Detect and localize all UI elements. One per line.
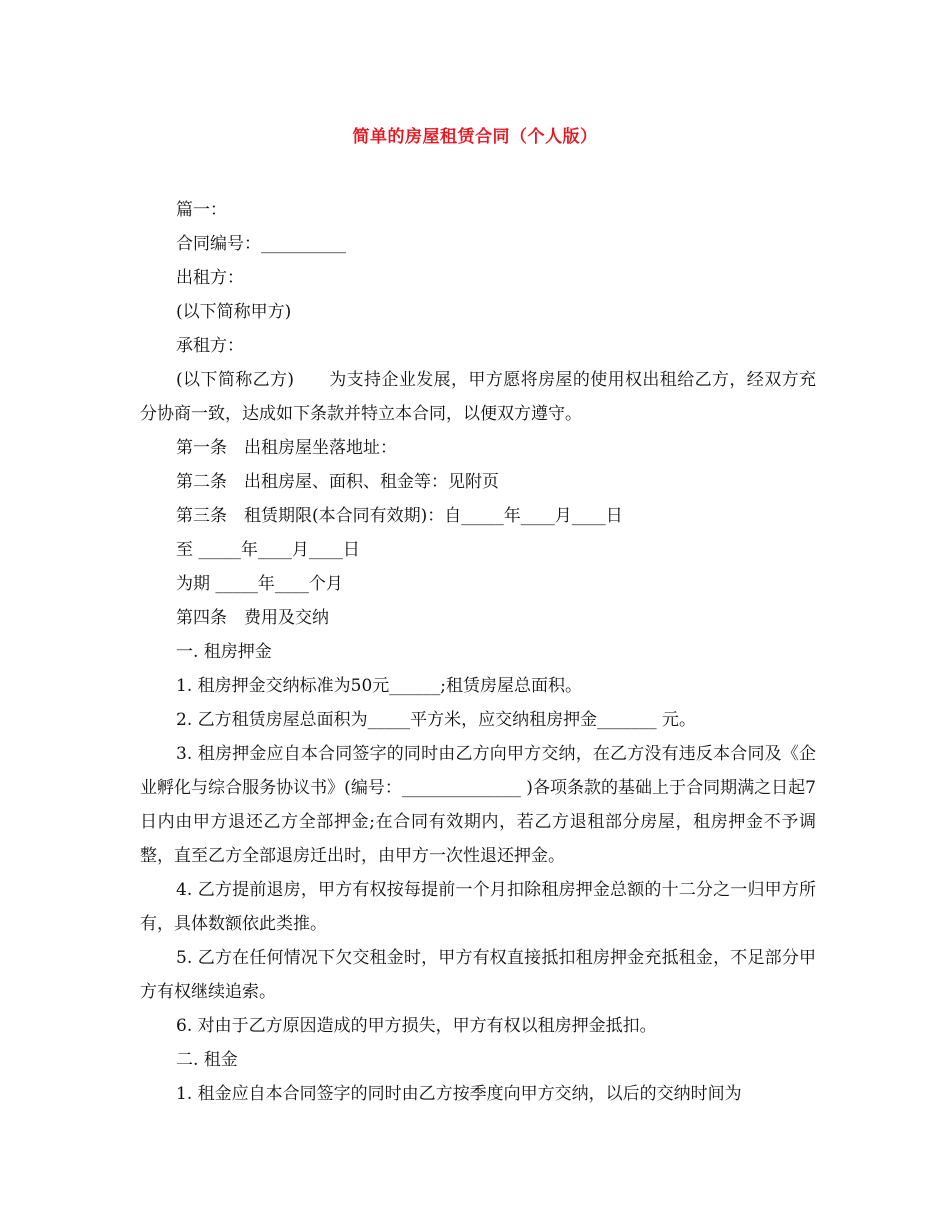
paragraph-rent-1: 1. 租金应自本合同签字的同时由乙方按季度向甲方交纳，以后的交纳时间为 [176, 1084, 742, 1104]
paragraph-contract-number: 合同编号：__________ [176, 234, 346, 254]
paragraph-deposit-3: 3. 租房押金应自本合同签字的同时由乙方向甲方交纳，在乙方没有违反本合同及《企业孵化与综合服务协议书》(编号：______________ )各项条款的基础上于合同期满之日起7日内由甲方退还乙方全部押金;在合同有效期内，若乙方退租部分房屋，租房押金不予调整，直至乙方全部退房迁出时，由甲方一次性退还押金。 [140, 744, 816, 866]
document-body [140, 193, 816, 1111]
paragraph-article-3: 第三条 租赁期限(本合同有效期)：自_____年____月____日 [176, 506, 623, 526]
paragraph-deposit-heading: 一. 租房押金 [176, 642, 272, 662]
document-title: 简单的房屋租赁合同（个人版） [352, 127, 598, 147]
paragraph-deposit-4: 4. 乙方提前退房，甲方有权按每提前一个月扣除租房押金总额的十二分之一归甲方所有，具体数额依此类推。 [140, 880, 816, 934]
paragraph-article-1: 第一条 出租房屋坐落地址： [176, 438, 397, 458]
paragraph-rent-heading: 二. 租金 [176, 1050, 238, 1070]
paragraph-deposit-1: 1. 租房押金交纳标准为50元______;租赁房屋总面积。 [176, 676, 582, 696]
paragraph-deposit-5: 5. 乙方在任何情况下欠交租金时，甲方有权直接抵扣租房押金充抵租金，不足部分甲方有权继续追索。 [140, 948, 816, 1002]
paragraph-deposit-6: 6. 对由于乙方原因造成的甲方损失，甲方有权以租房押金抵扣。 [176, 1016, 657, 1036]
paragraph-term-duration: 为期 _____年____个月 [176, 574, 343, 594]
paragraph-term-end: 至 _____年____月____日 [176, 540, 360, 560]
paragraph-lessee: 承租方： [176, 336, 244, 356]
paragraph-article-4: 第四条 费用及交纳 [176, 608, 329, 628]
paragraph-lessor: 出租方： [176, 268, 244, 288]
paragraph-party-a-note: (以下简称甲方) [176, 302, 292, 322]
paragraph-section-heading: 篇一： [176, 200, 227, 220]
paragraph-deposit-2: 2. 乙方租赁房屋总面积为_____平方米，应交纳租房押金_______ 元。 [176, 710, 697, 730]
paragraph-preamble: (以下简称乙方) 为支持企业发展，甲方愿将房屋的使用权出租给乙方，经双方充分协商一致，达成如下条款并特立本合同，以便双方遵守。 [140, 370, 816, 424]
paragraph-article-2: 第二条 出租房屋、面积、租金等：见附页 [176, 472, 499, 492]
